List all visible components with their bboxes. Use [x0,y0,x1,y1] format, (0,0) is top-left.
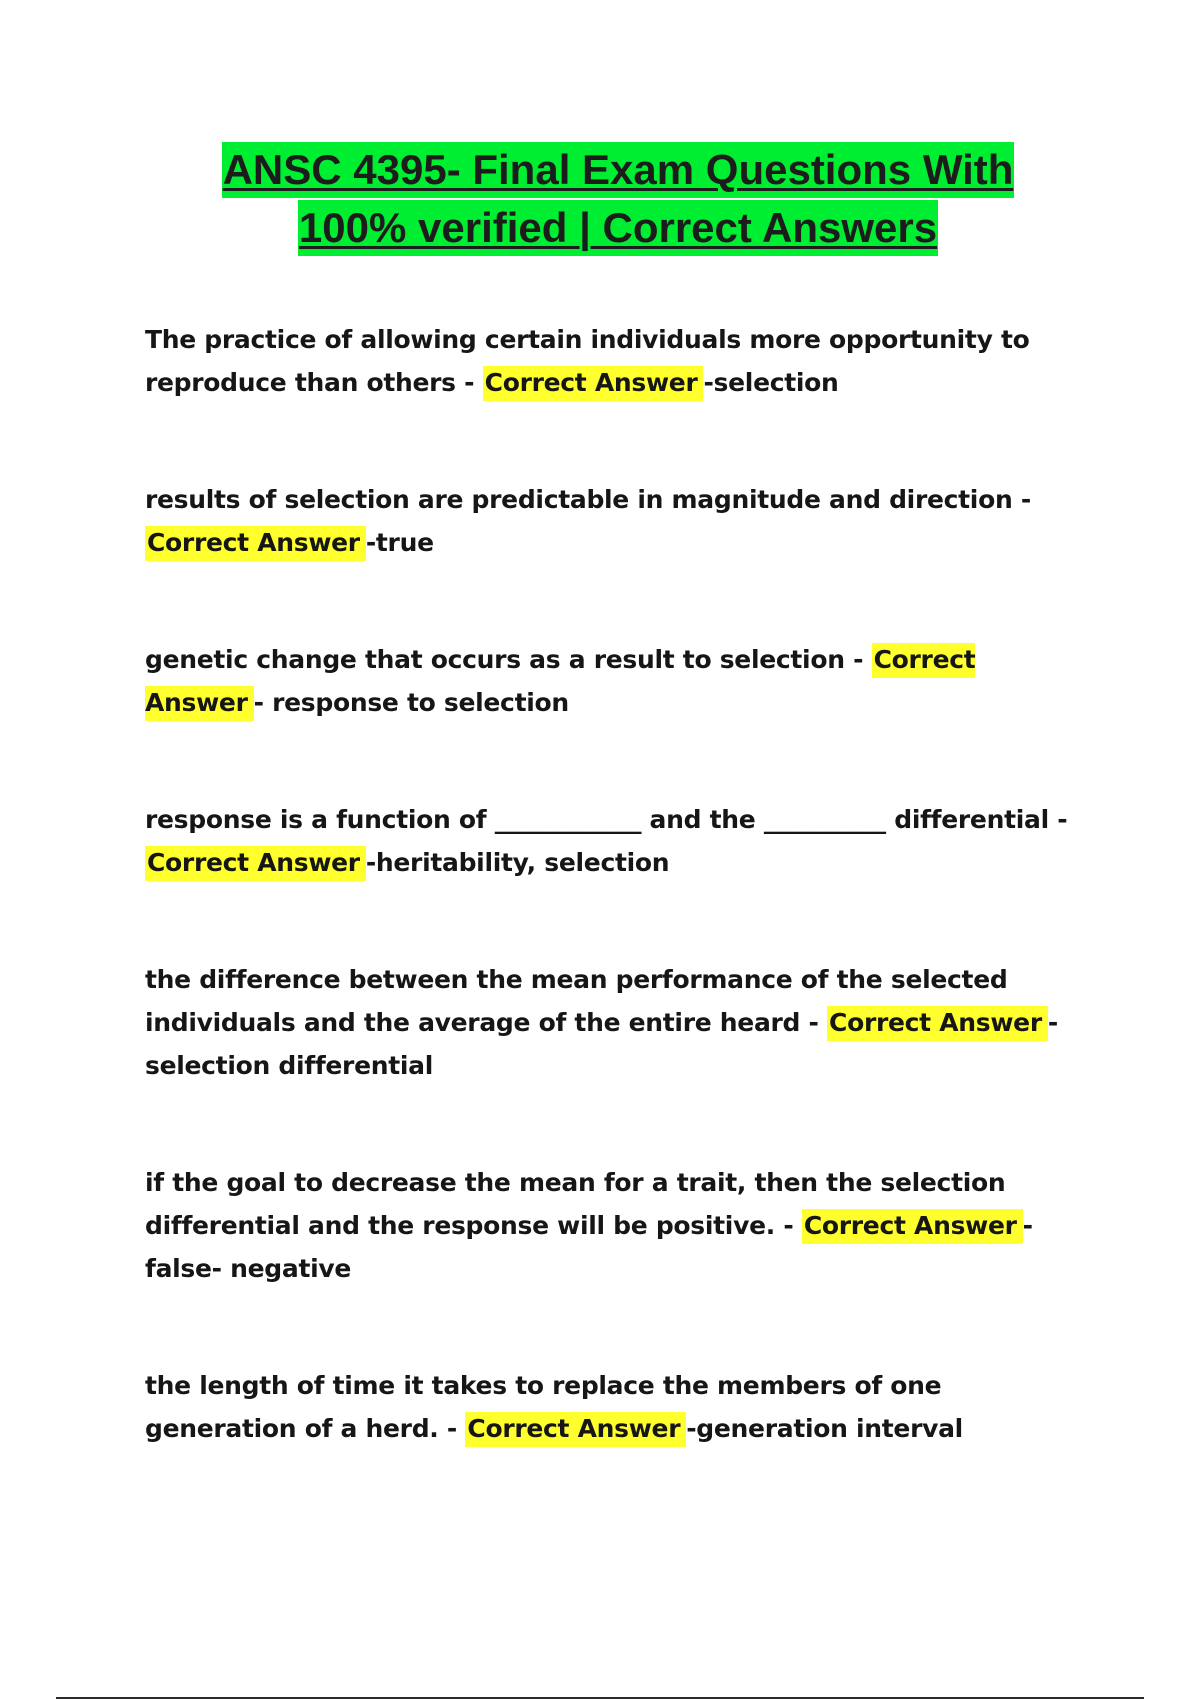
question-text: The practice of allowing certain individuals more opportunity to reproduce than others - [145,325,1030,397]
answer-text: -true [365,528,434,557]
question-text: if the goal to decrease the mean for a trait, then the selection differential and the response will be positive. - [145,1168,1006,1240]
qa-item [145,1364,1090,1450]
qa-item [145,798,1090,884]
question-text: the length of time it takes to replace the members of one generation of a herd. - [145,1371,942,1443]
qa-item [145,318,1090,404]
qa-item [145,1161,1090,1290]
answer-text: -heritability, selection [365,848,670,877]
answer-text: -generation interval [686,1414,963,1443]
qa-list [145,318,1090,1450]
correct-answer-label: Correct Answer [827,1006,1048,1041]
question-text: the difference between the mean performance of the selected individuals and the average of the entire heard - [145,965,1008,1037]
correct-answer-label: Correct Answer [802,1209,1023,1244]
answer-text: - response to selection [253,688,569,717]
question-text: response is a function of ____________ and the __________ differential - [145,805,1068,834]
answer-text: - selection differential [145,1008,1058,1080]
qa-item [145,478,1090,564]
title-line-1: ANSC 4395- Final Exam Questions With [222,142,1015,198]
answer-text: -false- negative [145,1211,1033,1283]
correct-answer-label: Correct Answer [145,643,975,721]
question-text: results of selection are predictable in magnitude and direction - [145,485,1031,514]
footer-divider [56,1697,1144,1699]
title-line-2: 100% verified | Correct Answers [298,200,938,256]
question-text: genetic change that occurs as a result to selection - [145,645,864,674]
answer-text: -selection [703,368,839,397]
correct-answer-label: Correct Answer [465,1412,686,1447]
correct-answer-label: Correct Answer [483,366,704,401]
qa-item [145,958,1090,1087]
qa-item [145,638,1090,724]
document-title [0,142,1200,258]
correct-answer-label: Correct Answer [145,526,366,561]
correct-answer-label: Correct Answer [145,846,366,881]
